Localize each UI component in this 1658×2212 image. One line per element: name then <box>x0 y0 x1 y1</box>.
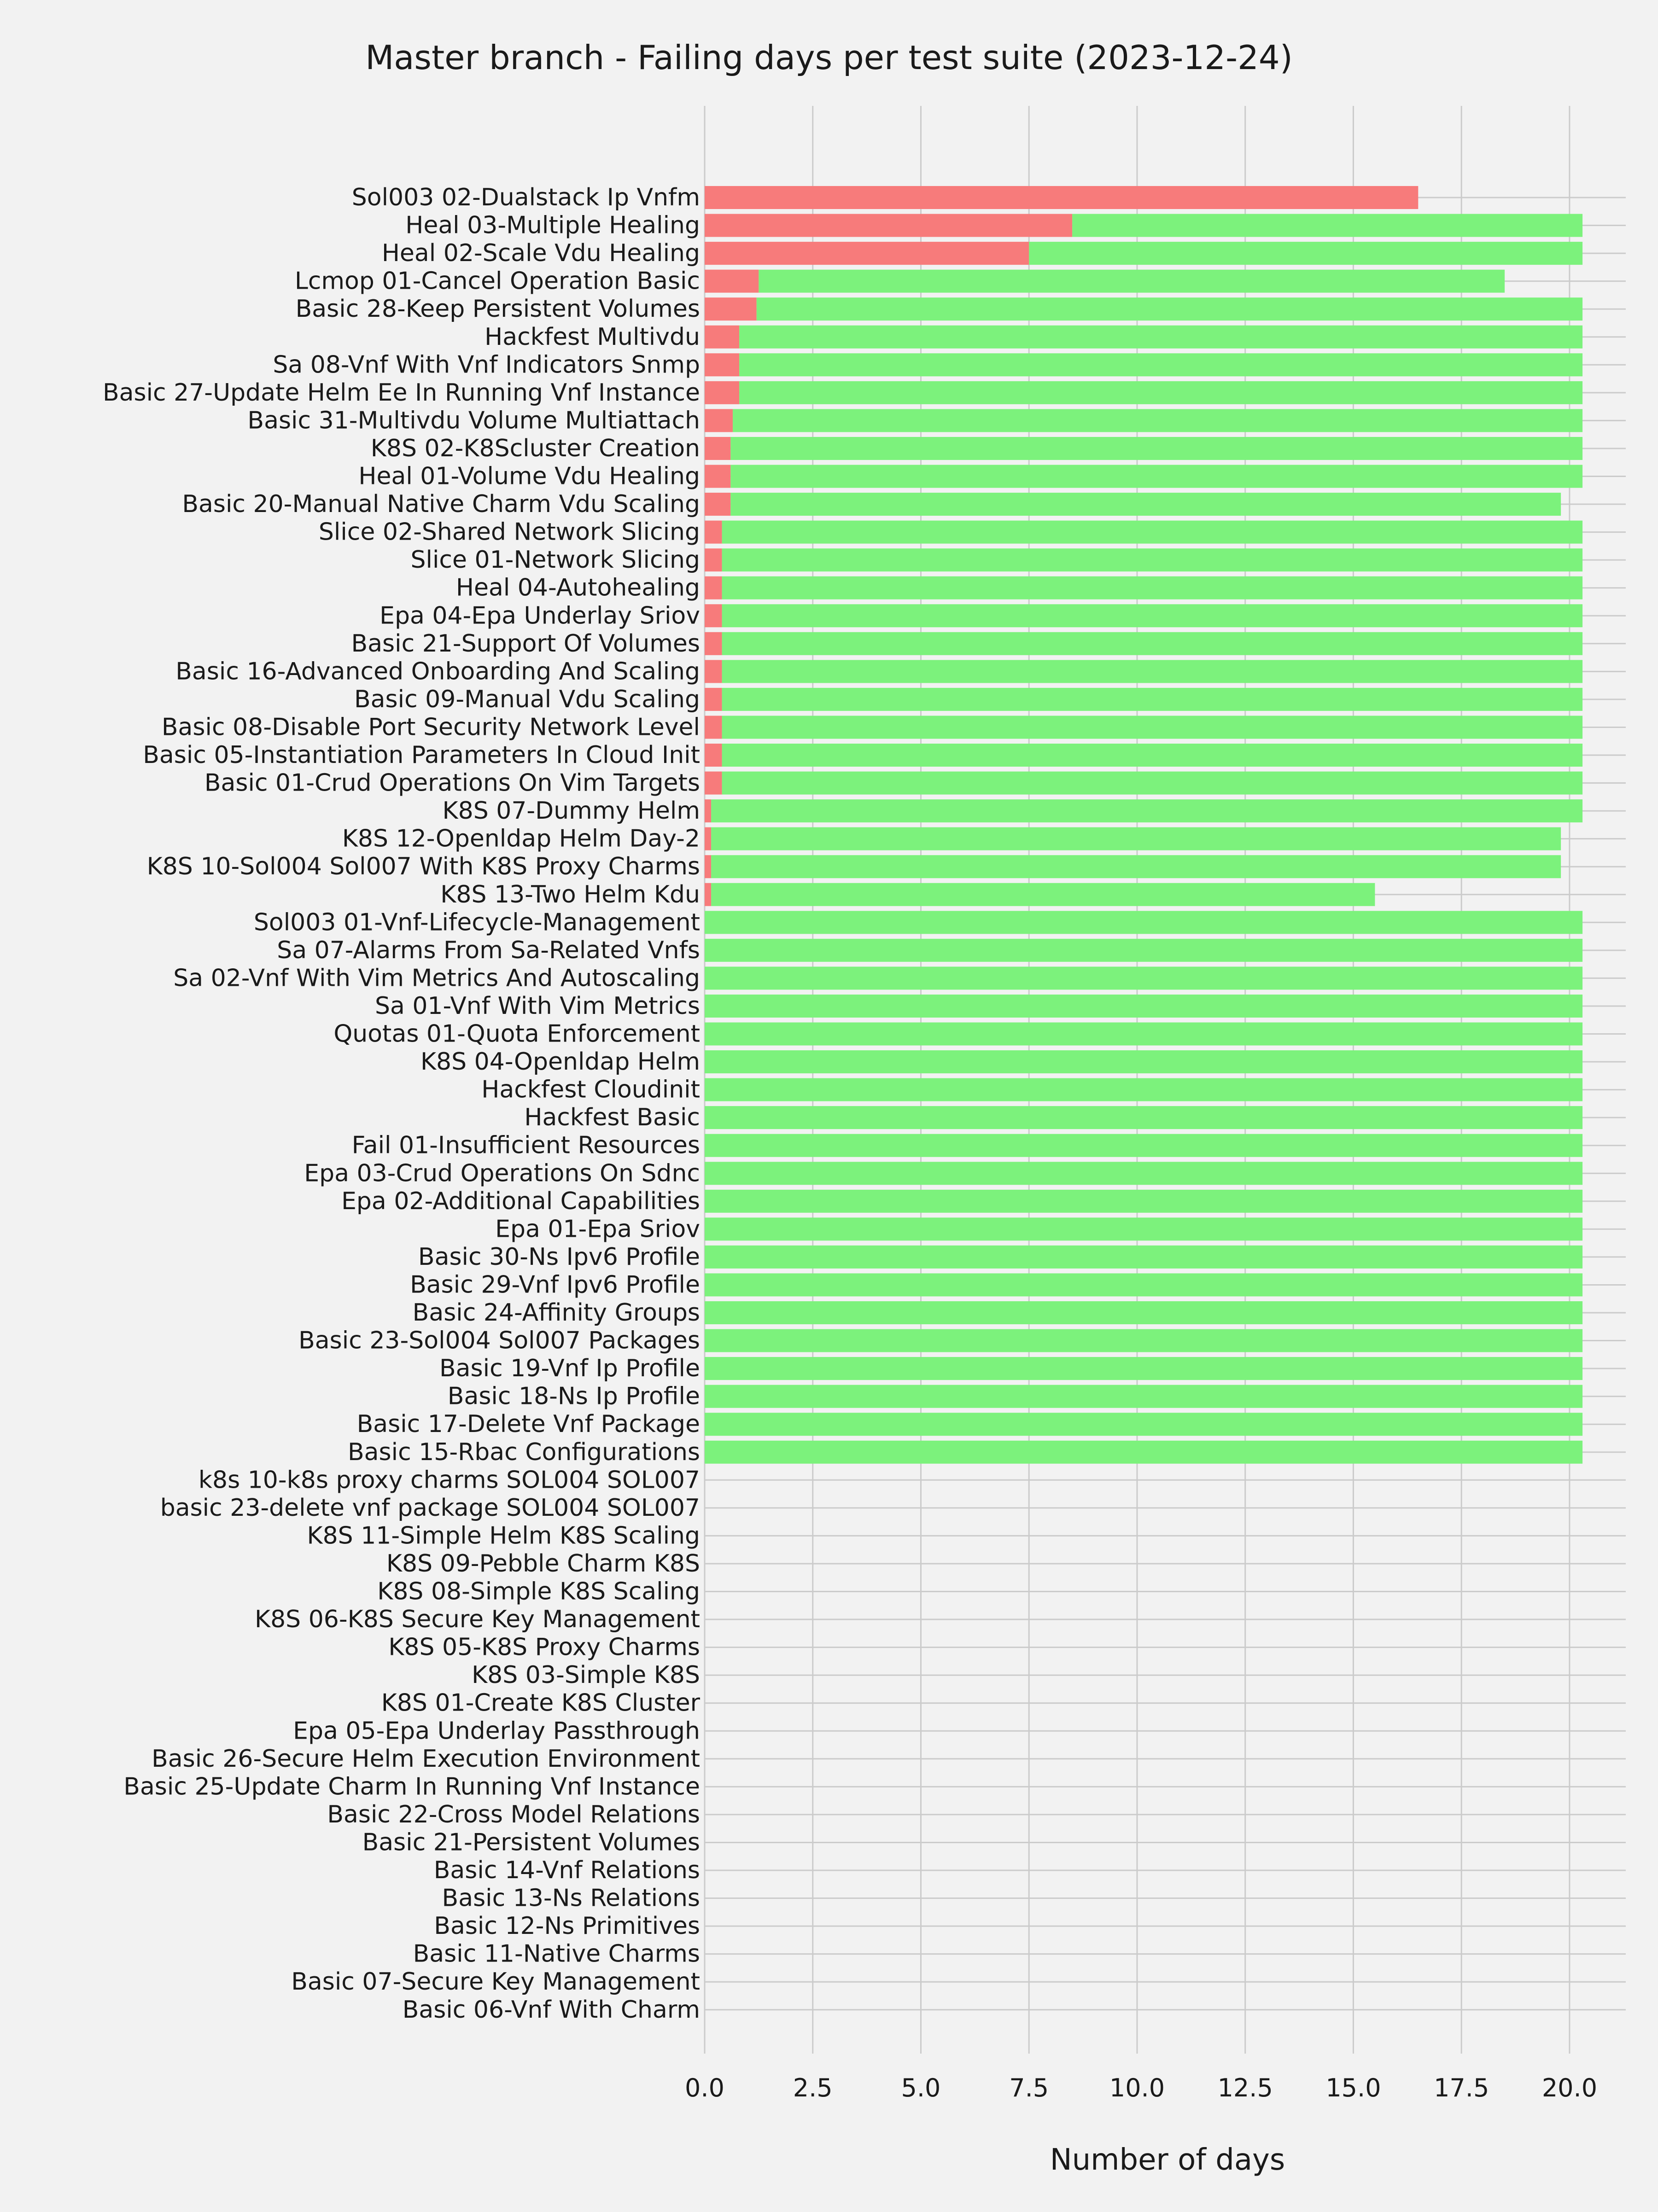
pass-bar <box>730 465 1582 488</box>
category-label: K8S 05-K8S Proxy Charms <box>388 1633 700 1661</box>
pass-bar <box>739 326 1582 349</box>
pass-bar <box>711 883 1375 906</box>
fail-bar <box>705 604 722 627</box>
pass-bar <box>730 437 1582 460</box>
x-tick-label: 2.5 <box>793 2073 833 2102</box>
pass-bar <box>1029 242 1582 265</box>
pass-bar <box>722 576 1583 600</box>
category-label: Basic 29-Vnf Ipv6 Profile <box>410 1271 700 1299</box>
pass-bar <box>705 1329 1582 1352</box>
pass-bar <box>705 1217 1582 1240</box>
category-label: Basic 09-Manual Vdu Scaling <box>354 685 700 713</box>
x-tick-label: 12.5 <box>1217 2073 1273 2102</box>
fail-bar <box>705 772 722 795</box>
pass-bar <box>705 1106 1582 1129</box>
x-tick-label: 0.0 <box>685 2073 724 2102</box>
category-label: K8S 07-Dummy Helm <box>442 797 700 825</box>
category-label: Basic 30-Ns Ipv6 Profile <box>418 1243 700 1271</box>
category-label: Sol003 02-Dualstack Ip Vnfm <box>351 184 700 211</box>
category-label: K8S 10-Sol004 Sol007 With K8S Proxy Charms <box>146 853 700 881</box>
pass-bar <box>711 799 1582 822</box>
fail-bar <box>705 827 711 850</box>
pass-bar <box>705 1162 1582 1185</box>
pass-bar <box>705 1273 1582 1296</box>
fail-bar <box>705 883 711 906</box>
category-label: K8S 12-Openldap Helm Day-2 <box>342 825 700 853</box>
pass-bar <box>733 409 1582 432</box>
category-label: Basic 19-Vnf Ip Profile <box>439 1355 700 1383</box>
category-label: Epa 05-Epa Underlay Passthrough <box>293 1717 700 1745</box>
category-label: Basic 12-Ns Primitives <box>434 1912 700 1940</box>
pass-bar <box>705 1385 1582 1408</box>
category-label: Hackfest Basic <box>524 1104 700 1132</box>
category-label: Basic 11-Native Charms <box>413 1940 700 1968</box>
pass-bar <box>757 297 1582 320</box>
category-label: Sol003 01-Vnf-Lifecycle-Management <box>253 908 700 937</box>
category-label: Lcmop 01-Cancel Operation Basic <box>294 267 700 295</box>
fail-bar <box>705 186 1418 209</box>
category-label: Epa 01-Epa Sriov <box>495 1215 700 1243</box>
pass-bar <box>705 1134 1582 1157</box>
fail-bar <box>705 632 722 655</box>
category-label: Basic 23-Sol004 Sol007 Packages <box>298 1327 700 1355</box>
category-label: Basic 15-Rbac Configurations <box>348 1438 700 1466</box>
category-label: Basic 22-Cross Model Relations <box>327 1800 700 1828</box>
category-label: Heal 01-Volume Vdu Healing <box>358 462 700 490</box>
pass-bar <box>722 744 1583 767</box>
category-label: Hackfest Cloudinit <box>481 1076 700 1104</box>
pass-bar <box>711 827 1561 850</box>
x-tick-label: 7.5 <box>1009 2073 1049 2102</box>
pass-bar <box>722 716 1583 739</box>
category-label: K8S 03-Simple K8S <box>472 1661 700 1689</box>
category-label: Sa 01-Vnf With Vim Metrics <box>374 992 700 1020</box>
pass-bar <box>759 270 1505 293</box>
pass-bar <box>722 548 1583 571</box>
fail-bar <box>705 493 730 516</box>
category-label: Basic 13-Ns Relations <box>442 1884 700 1912</box>
category-label: Basic 16-Advanced Onboarding And Scaling <box>175 658 700 686</box>
category-label: Slice 02-Shared Network Slicing <box>318 518 700 546</box>
pass-bar <box>705 966 1582 990</box>
pass-bar <box>705 911 1582 934</box>
category-label: Heal 03-Multiple Healing <box>405 211 700 239</box>
category-label: Slice 01-Network Slicing <box>410 546 700 574</box>
pass-bar <box>705 995 1582 1018</box>
pass-bar <box>705 1050 1582 1073</box>
pass-bar <box>705 1441 1582 1464</box>
fail-bar <box>705 214 1072 237</box>
category-label: Basic 07-Secure Key Management <box>291 1968 700 1996</box>
x-axis-title: Number of days <box>1050 2143 1285 2177</box>
pass-bar <box>711 855 1561 878</box>
category-label: K8S 13-Two Helm Kdu <box>440 880 700 908</box>
x-tick-label: 10.0 <box>1109 2073 1165 2102</box>
pass-bar <box>722 660 1583 683</box>
category-label: Heal 04-Autohealing <box>455 574 700 602</box>
fail-bar <box>705 270 759 293</box>
category-label: K8S 01-Create K8S Cluster <box>381 1689 700 1717</box>
pass-bar <box>722 604 1583 627</box>
pass-bar <box>705 1246 1582 1269</box>
category-label: Basic 21-Support Of Volumes <box>351 629 700 658</box>
fail-bar <box>705 660 722 683</box>
x-tick-label: 20.0 <box>1541 2073 1598 2102</box>
category-label: Basic 25-Update Charm In Running Vnf Instance <box>123 1773 700 1801</box>
pass-bar <box>1072 214 1582 237</box>
fail-bar <box>705 576 722 600</box>
category-label: Basic 05-Instantiation Parameters In Cloud Init <box>143 741 700 769</box>
category-label: Basic 20-Manual Native Charm Vdu Scaling <box>182 490 700 518</box>
fail-bar <box>705 381 739 404</box>
pass-bar <box>739 381 1582 404</box>
pass-bar <box>705 1413 1582 1436</box>
category-label: K8S 02-K8Scluster Creation <box>370 434 700 462</box>
category-label: Sa 08-Vnf With Vnf Indicators Snmp <box>273 351 700 379</box>
category-label: K8S 04-Openldap Helm <box>420 1048 700 1076</box>
category-label: Basic 08-Disable Port Security Network Level <box>161 713 700 741</box>
category-label: Epa 03-Crud Operations On Sdnc <box>304 1159 700 1187</box>
fail-bar <box>705 716 722 739</box>
fail-bar <box>705 855 711 878</box>
fail-bar <box>705 548 722 571</box>
category-label: Hackfest Multivdu <box>485 323 700 351</box>
fail-bar <box>705 521 722 544</box>
pass-bar <box>705 1301 1582 1324</box>
category-label: Basic 14-Vnf Relations <box>433 1857 700 1884</box>
category-label: K8S 11-Simple Helm K8S Scaling <box>307 1522 700 1550</box>
pass-bar <box>705 1357 1582 1380</box>
chart-title: Master branch - Failing days per test suite (2023-12-24) <box>365 38 1293 77</box>
pass-bar <box>705 1190 1582 1213</box>
x-tick-label: 17.5 <box>1434 2073 1489 2102</box>
pass-bar <box>722 632 1583 655</box>
category-label: Heal 02-Scale Vdu Healing <box>381 239 700 268</box>
fail-bar <box>705 688 722 711</box>
category-label: Sa 07-Alarms From Sa-Related Vnfs <box>277 936 700 964</box>
fail-bar <box>705 297 757 320</box>
fail-bar <box>705 799 711 822</box>
fail-bar <box>705 437 730 460</box>
fail-bar <box>705 409 733 432</box>
category-label: K8S 08-Simple K8S Scaling <box>377 1578 700 1606</box>
fail-bar <box>705 744 722 767</box>
pass-bar <box>705 1078 1582 1101</box>
pass-bar <box>705 1023 1582 1046</box>
category-label: Quotas 01-Quota Enforcement <box>333 1020 700 1048</box>
category-label: Basic 31-Multivdu Volume Multiattach <box>247 407 700 435</box>
pass-bar <box>722 772 1583 795</box>
category-label: k8s 10-k8s proxy charms SOL004 SOL007 <box>198 1466 700 1494</box>
category-label: Basic 26-Secure Helm Execution Environment <box>152 1745 700 1773</box>
category-label: Basic 27-Update Helm Ee In Running Vnf Instance <box>102 378 700 407</box>
category-label: Epa 02-Additional Capabilities <box>341 1187 700 1215</box>
category-label: Sa 02-Vnf With Vim Metrics And Autoscaling <box>173 964 700 992</box>
pass-bar <box>739 353 1582 376</box>
fail-bar <box>705 353 739 376</box>
x-axis-ticks <box>685 2073 1597 2102</box>
x-tick-label: 15.0 <box>1325 2073 1381 2102</box>
category-label: K8S 09-Pebble Charm K8S <box>386 1549 700 1578</box>
category-label: Epa 04-Epa Underlay Sriov <box>379 602 700 630</box>
category-label: Basic 06-Vnf With Charm <box>402 1996 700 2024</box>
category-label: basic 23-delete vnf package SOL004 SOL007 <box>160 1494 700 1522</box>
fail-bar <box>705 242 1029 265</box>
pass-bar <box>730 493 1561 516</box>
fail-bar <box>705 326 739 349</box>
pass-bar <box>722 688 1583 711</box>
category-label: Basic 24-Affinity Groups <box>412 1299 700 1327</box>
category-label: Basic 28-Keep Persistent Volumes <box>295 295 700 323</box>
fail-bar <box>705 465 730 488</box>
pass-bar <box>722 521 1583 544</box>
category-label: Basic 01-Crud Operations On Vim Targets <box>204 769 700 797</box>
category-label: K8S 06-K8S Secure Key Management <box>254 1606 700 1634</box>
category-label: Basic 17-Delete Vnf Package <box>356 1410 700 1438</box>
x-tick-label: 5.0 <box>901 2073 941 2102</box>
category-label: Basic 18-Ns Ip Profile <box>447 1382 700 1410</box>
pass-bar <box>705 939 1582 962</box>
category-label: Fail 01-Insufficient Resources <box>351 1131 700 1159</box>
category-label: Basic 21-Persistent Volumes <box>362 1828 700 1857</box>
